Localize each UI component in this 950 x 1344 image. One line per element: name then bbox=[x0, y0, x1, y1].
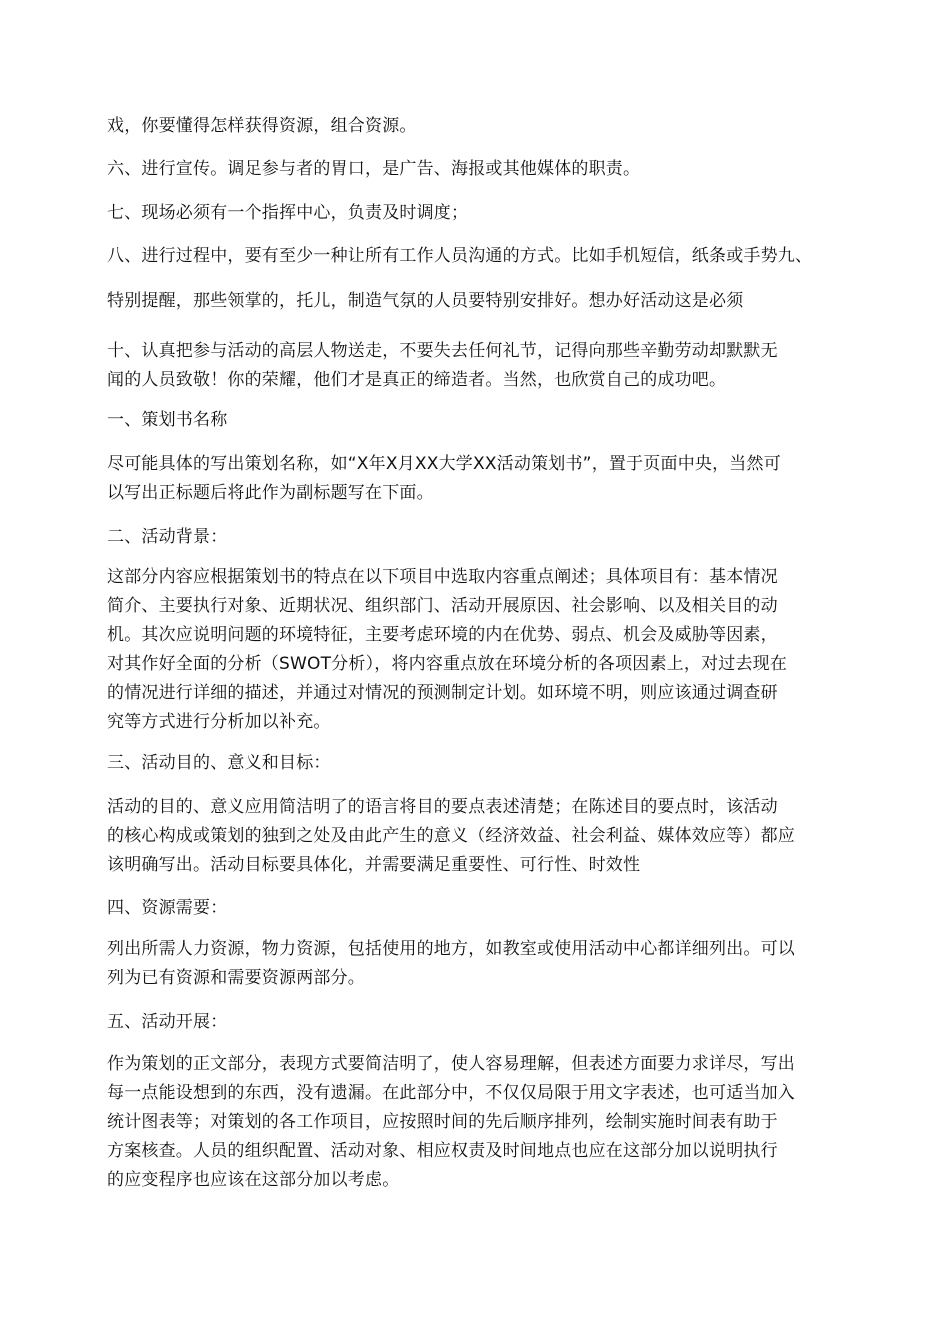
text-line: 尽可能具体的写出策划名称，如“X年X月XX大学XX活动策划书”，置于页面中央，当然可 bbox=[107, 454, 781, 474]
paragraph bbox=[107, 406, 227, 435]
paragraph bbox=[107, 337, 778, 395]
text-line: 十、认真把参与活动的高层人物送走，不要失去任何礼节，记得向那些辛勤劳动却默默无 bbox=[107, 341, 778, 361]
paragraph bbox=[107, 749, 331, 778]
paragraph bbox=[107, 523, 227, 552]
paragraph bbox=[107, 112, 417, 141]
text-line: 七、现场必须有一个指挥中心，负责及时调度； bbox=[107, 203, 469, 223]
text-line: 的核心构成或策划的独到之处及由此产生的意义（经济效益、社会利益、媒体效应等）都应 bbox=[107, 826, 795, 846]
text-line: 每一点能设想到的东西，没有遗漏。在此部分中，不仅仅局限于用文字表述，也可适当加入 bbox=[107, 1083, 795, 1103]
text-line: 一、策划书名称 bbox=[107, 410, 228, 430]
paragraph bbox=[107, 199, 468, 228]
text-line: 该明确写出。活动目标要具体化，并需要满足重要性、可行性、时效性 bbox=[107, 855, 641, 875]
text-line: 戏，你要懂得怎样获得资源，组合资源。 bbox=[107, 116, 417, 136]
paragraph bbox=[107, 894, 227, 923]
text-line: 列出所需人力资源，物力资源，包括使用的地方，如教室或使用活动中心都详细列出。可以 bbox=[107, 939, 795, 959]
text-line: 五、活动开展： bbox=[107, 1012, 228, 1032]
text-line: 究等方式进行分析加以补充。 bbox=[107, 712, 331, 732]
paragraph bbox=[107, 450, 781, 508]
text-line: 列为已有资源和需要资源两部分。 bbox=[107, 968, 365, 988]
paragraph bbox=[107, 563, 787, 737]
text-line: 活动的目的、意义应用简洁明了的语言将目的要点表述清楚；在陈述目的要点时，该活动 bbox=[107, 797, 778, 817]
text-line: 机。其次应说明问题的环境特征，主要考虑环境的内在优势、弱点、机会及威胁等因素， bbox=[107, 625, 778, 645]
text-line: 六、进行宣传。调足参与者的胃口，是广告、海报或其他媒体的职责。 bbox=[107, 159, 641, 179]
paragraph bbox=[107, 1008, 227, 1037]
paragraph bbox=[107, 242, 812, 271]
text-line: 四、资源需要： bbox=[107, 898, 228, 918]
paragraph bbox=[107, 1050, 795, 1195]
paragraph bbox=[107, 935, 795, 993]
paragraph bbox=[107, 287, 743, 316]
text-line: 以写出正标题后将此作为副标题写在下面。 bbox=[107, 483, 434, 503]
paragraph bbox=[107, 793, 795, 880]
text-line: 的应变程序也应该在这部分加以考虑。 bbox=[107, 1170, 400, 1190]
text-line: 简介、主要执行对象、近期状况、组织部门、活动开展原因、社会影响、以及相关目的动 bbox=[107, 596, 778, 616]
text-line: 方案核查。人员的组织配置、活动对象、相应权责及时间地点也应在这部分加以说明执行 bbox=[107, 1141, 778, 1161]
text-line: 闻的人员致敬！你的荣耀，他们才是真正的缔造者。当然，也欣赏自己的成功吧。 bbox=[107, 370, 727, 390]
text-line: 统计图表等；对策划的各工作项目，应按照时间的先后顺序排列，绘制实施时间表有助于 bbox=[107, 1112, 778, 1132]
text-line: 的情况进行详细的描述，并通过对情况的预测制定计划。如环境不明，则应该通过调查研 bbox=[107, 683, 778, 703]
text-line: 这部分内容应根据策划书的特点在以下项目中选取内容重点阐述；具体项目有：基本情况 bbox=[107, 567, 778, 587]
text-line: 作为策划的正文部分，表现方式要简洁明了，使人容易理解，但表述方面要力求详尽，写出 bbox=[107, 1054, 795, 1074]
text-line: 八、进行过程中，要有至少一种让所有工作人员沟通的方式。比如手机短信，纸条或手势九、 bbox=[107, 246, 813, 266]
paragraph bbox=[107, 155, 640, 184]
text-line: 对其作好全面的分析（SWOT分析），将内容重点放在环境分析的各项因素上，对过去现在 bbox=[107, 654, 788, 674]
text-line: 特别提醒，那些领掌的，托儿，制造气氛的人员要特别安排好。想办好活动这是必须 bbox=[107, 291, 744, 311]
text-line: 三、活动目的、意义和目标： bbox=[107, 753, 331, 773]
text-line: 二、活动背景： bbox=[107, 527, 228, 547]
